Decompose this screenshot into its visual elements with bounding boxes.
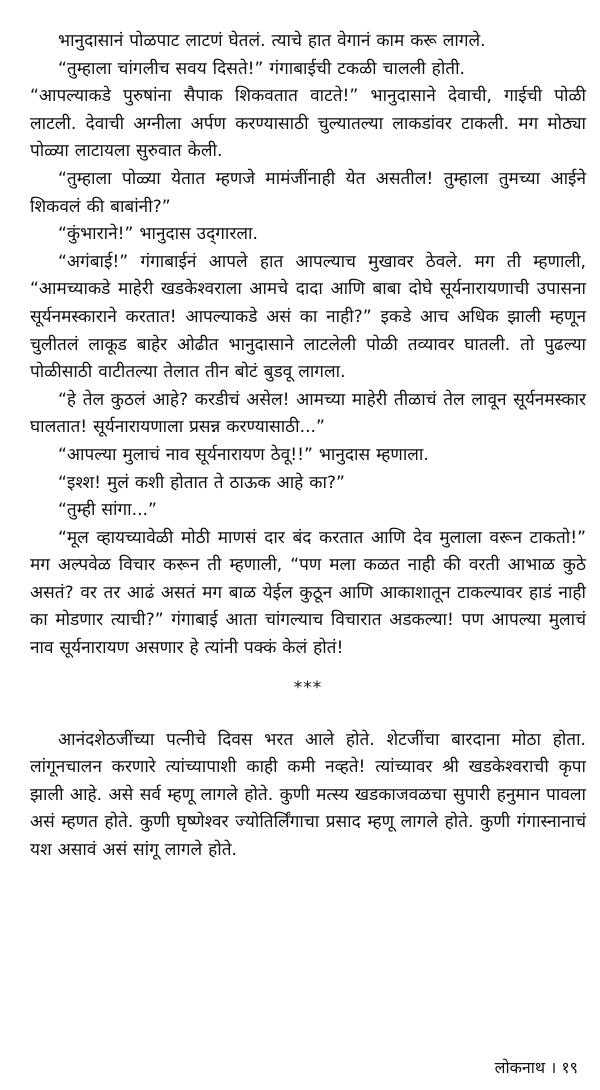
section-separator: *** [293,677,323,698]
paragraph: आनंदशेठजींच्या पत्नीचे दिवस भरत आले होते. शेटजींचा बारदाना मोठा होता. लांगूनचालन करणारे त्यांच्यापाशी काही कमी नव्हते! त्यांच्यावर श्री खडकेश्वराची कृपा झाली आहे. असे सर्व म्हणू लागले होते. कुणी मत्स्य खडकाजवळचा सुपारी हनुमान पावला असं म्हणत होते. कुणी घृष्णेश्वर ज्योतिर्लिंगाचा प्रसाद म्हणू लागले होते. कुणी गंगास्नानाचं यश असावं असं सांगू लागले होते. [30,729,586,861]
paragraph: भानुदासानं पोळपाट लाटणं घेतलं. त्याचे हात वेगानं काम करू लागले. [58,31,486,51]
paragraph: “कुंभाराने!” भानुदास उद्‌गारला. [58,224,258,245]
main-text-top [30,28,586,663]
paragraph: “हे तेल कुठलं आहे? करडीचं असेल! आमच्या माहेरी तीळाचं तेल लावून सूर्यनमस्कार घालतात! सूर्यनारायणाला प्रसन्न करण्यासाठी...” [30,389,586,438]
paragraph: “मूल व्हायच्यावेळी मोठी माणसं दार बंद करतात आणि देव मुलाला वरून टाकतो!” मग अल्पवेळ विचार करून ती म्हणाली, “पण मला कळत नाही की वरती आभाळ कुठे असतं? वर तर आढं असतं मग बाळ येईल कुठून आणि आकाशातून टाकल्यावर हाडं नाही का मोडणार त्याची?” गंगाबाई आता चांगल्याच विचारात अडकल्या! पण आपल्या मुलाचं नाव सूर्यनारायण असणार हे त्यांनी पक्कं केलं होतं! [30,527,586,659]
paragraph: “आपल्या मुलाचं नाव सूर्यनारायण ठेवू!!” भानुदास म्हणाला. [58,444,429,465]
paragraph: “इश्श! मुलं कशी होतात ते ठाऊक आहे का?” [58,472,345,493]
paragraph: “आपल्याकडे पुरुषांना सैपाक शिकवतात वाटते!” भानुदासाने देवाची, गाईची पोळी लाटली. देवाची अग्नीला अर्पण करण्यासाठी चुल्यातल्या लाकडांवर टाकली. मग मोठ्या पोळ्या लाटायला सुरुवात केली. [30,86,586,162]
paragraph: “तुम्हाला पोळ्या येतात म्हणजे मामंजींनाही येत असतील! तुम्हाला तुमच्या आईने शिकवलं की बाबांनी?” [30,168,586,217]
paragraph: “तुम्ही सांगा...” [58,500,157,521]
paragraph: “तुम्हाला चांगलीच सवय दिसते!” गंगाबाईची टकळी चालली होती. [58,58,465,79]
page-footer: लोकनाथ । १९ [494,1058,578,1077]
paragraph: “अगंबाई!” गंगाबाईनं आपले हात आपल्याच मुखावर ठेवले. मग ती म्हणाली, “आमच्याकडे माहेरी खडकेश्वराला आमचे दादा आणि बाबा दोघे सूर्यनारायणाची उपासना सूर्यनमस्काराने करतात! आपल्याकडे असं का नाही?” इकडे आच अधिक झाली म्हणून चुलीतलं लाकूड बाहेर ओढीत भानुदासाने लाटलेली पोळी तव्यावर घातली. तो पुढल्या पोळीसाठी वाटीतल्या तेलात तीन बोटं बुडवू लागला. [30,251,586,383]
main-text-bottom [30,727,586,865]
